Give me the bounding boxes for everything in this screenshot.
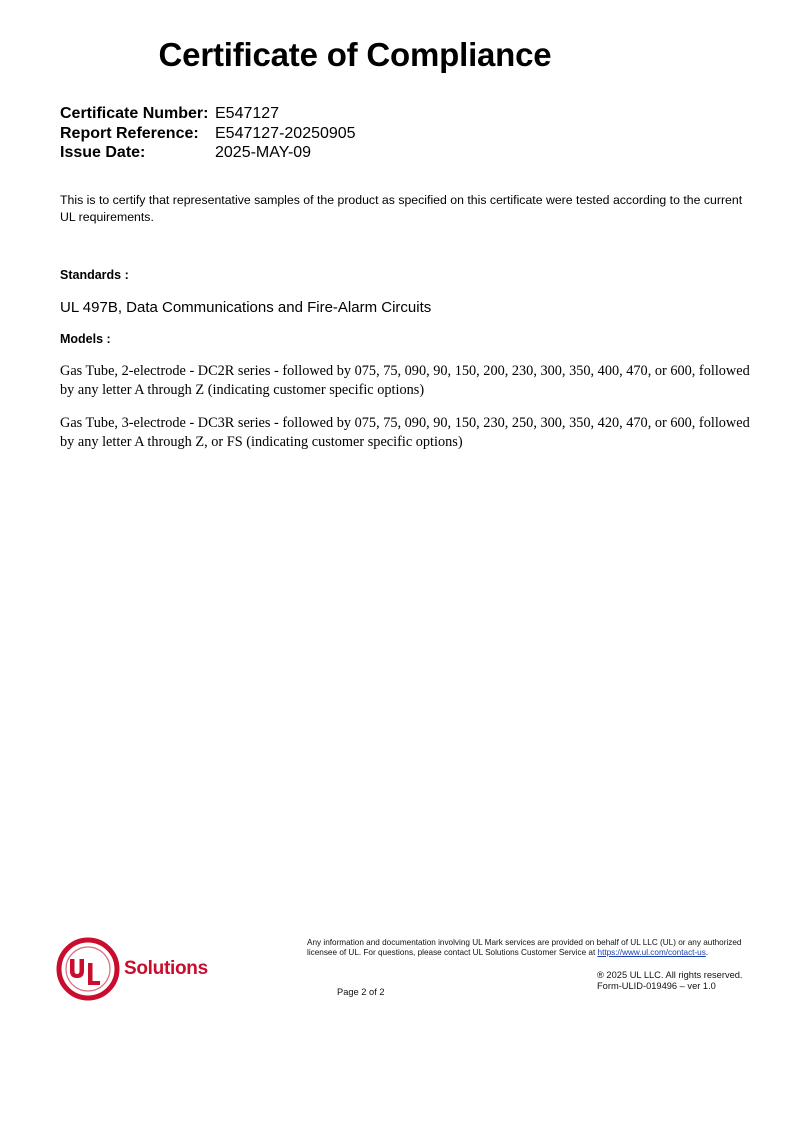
- standards-heading: Standards :: [60, 268, 129, 282]
- logo-text: Solutions: [124, 958, 208, 979]
- model-item: Gas Tube, 2-electrode - DC2R series - followed by 075, 75, 090, 90, 150, 200, 230, 300, 350, 400, 470, or 600, followed by any letter A through Z (indicating customer specific options): [60, 363, 750, 398]
- models-heading: Models :: [60, 332, 111, 346]
- report-reference-row: [60, 124, 356, 144]
- page-number: Page 2 of 2: [337, 987, 385, 997]
- report-reference-value: E547127-20250905: [215, 124, 356, 142]
- certificate-number-value: E547127: [215, 105, 280, 122]
- disclaimer-text: Any information and documentation involving UL Mark services are provided on behalf of UL LLC (UL) or any authorized licensee of UL. For questions, please contact UL Solutions Customer Service at: [307, 938, 742, 957]
- issue-date-label: Issue Date:: [60, 144, 146, 161]
- report-reference-label: Report Reference:: [60, 124, 199, 142]
- certificate-number-row: [60, 104, 356, 124]
- standard-item: UL 497B, Data Communications and Fire-Alarm Circuits: [60, 299, 432, 316]
- footer-disclaimer: [307, 938, 747, 958]
- issue-date-value: 2025-MAY-09: [215, 144, 312, 161]
- contact-us-link[interactable]: https://www.ul.com/contact-us: [597, 948, 706, 957]
- ul-logo-icon: [56, 937, 120, 1001]
- issue-date-row: [60, 143, 356, 163]
- certification-statement: This is to certify that representative samples of the product as specified on this certificate were tested according to the current UL requirements.: [60, 193, 743, 224]
- certificate-meta: [60, 104, 356, 163]
- page-title: Certificate of Compliance: [158, 36, 552, 73]
- model-item: Gas Tube, 3-electrode - DC3R series - followed by 075, 75, 090, 90, 150, 230, 250, 300, 350, 420, 470, or 600, followed by any letter A through Z, or FS (indicating customer specific options): [60, 415, 750, 450]
- certificate-number-label: Certificate Number:: [60, 105, 209, 122]
- disclaimer-end: .: [705, 948, 709, 957]
- copyright-text: ® 2025 UL LLC. All rights reserved.: [597, 970, 743, 980]
- form-id: Form-ULID-019496 – ver 1.0: [597, 981, 716, 991]
- copyright-block: [597, 970, 743, 992]
